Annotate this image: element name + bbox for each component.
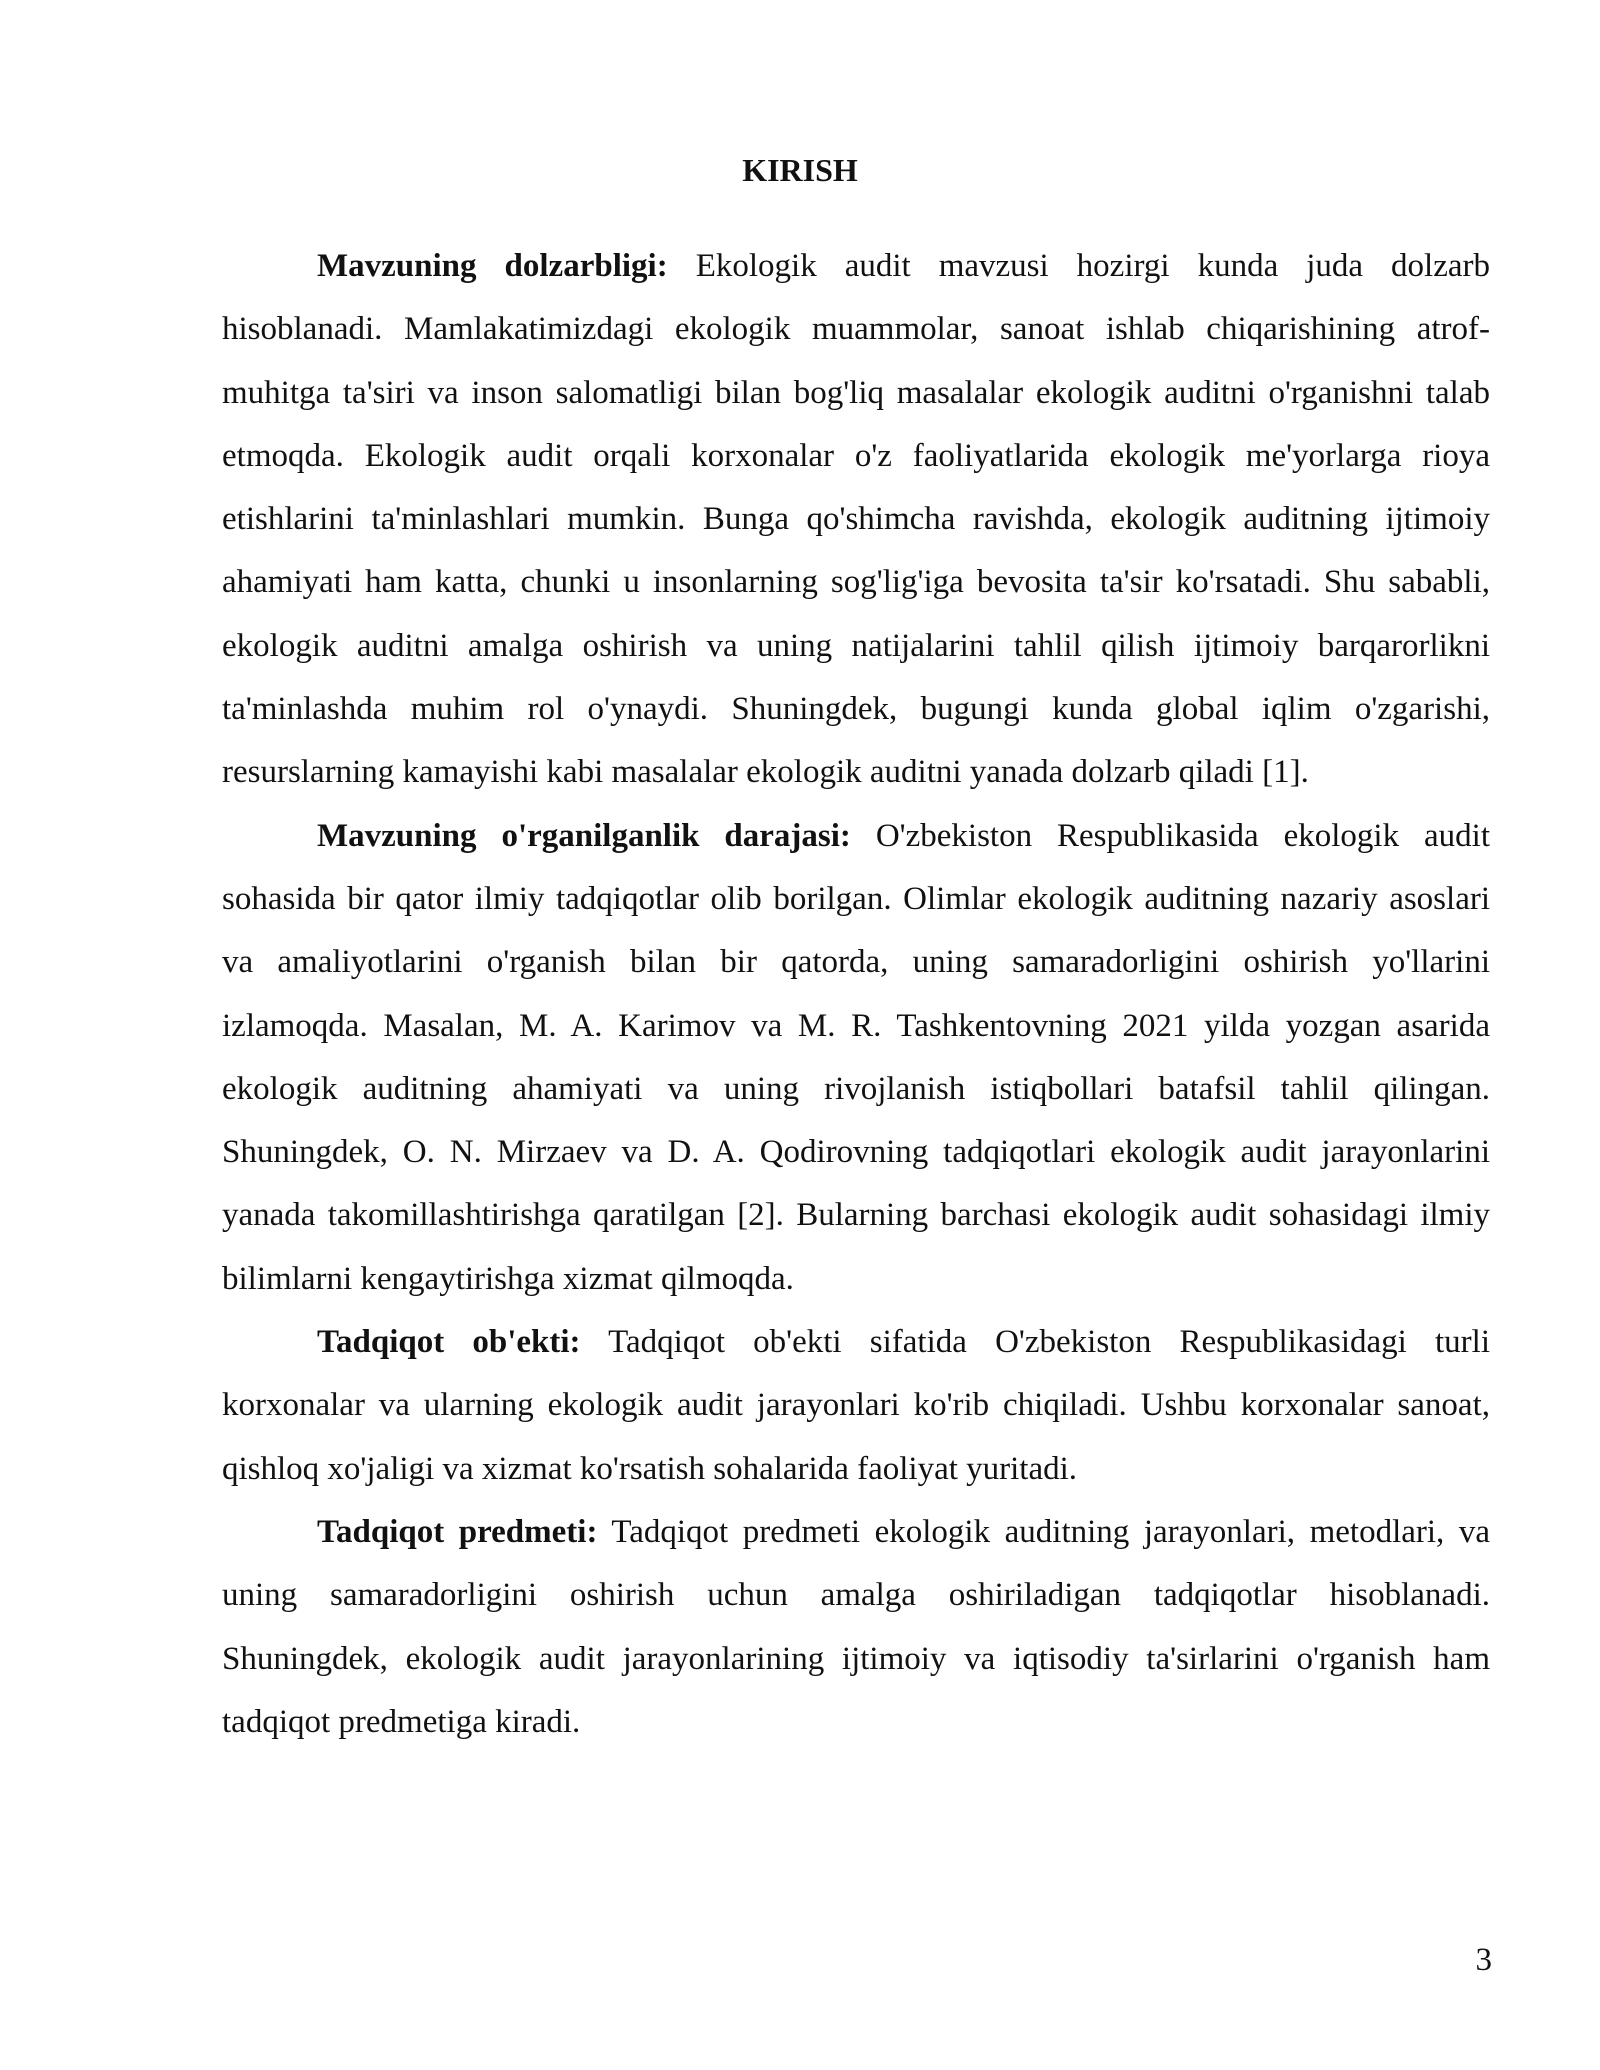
paragraph-lead: Mavzuning dolzarbligi: bbox=[317, 248, 668, 284]
paragraph-lead: Tadqiqot predmeti: bbox=[317, 1513, 598, 1550]
body-text bbox=[222, 235, 1490, 1754]
paragraph-lead: Mavzuning o'rganilganlik darajasi: bbox=[317, 817, 851, 854]
paragraph-relevance bbox=[222, 235, 1490, 805]
paragraph-text: Tadqiqot ob'ekti sifatida O'zbekiston Respublikasidagi turli korxonalar va ularning ekologik audit jarayonlari ko'rib chiqiladi. Ushbu korxonalar sanoat, qishloq xo'jaligi va xizmat ko'rsatish sohalarida faoliyat yuritadi. bbox=[222, 1324, 1491, 1487]
paragraph-text: O'zbekiston Respublikasida ekologik audit sohasida bir qator ilmiy tadqiqotlar olib borilgan. Olimlar ekologik auditning nazariy asoslari va amaliyotlarini o'rganish bilan bir qatorda, uning samaradorligini oshirish yo'llarini izlamoqda. Masalan, M. A. Karimov va M. R. Tashkentovning 2021 yilda yozgan asarida ekologik auditning ahamiyati va uning rivojlanish istiqbollari batafsil tahlil qilingan. Shuningdek, O. N. Mirzaev va D. A. Qodirovning tadqiqotlari ekologik audit jarayonlarini yanada takomillashtirishga qaratilgan [2]. Bularning barchasi ekologik audit sohasidagi ilmiy bilimlarni kengaytirishga xizmat qilmoqda. bbox=[222, 817, 1490, 1297]
paragraph-research-subject bbox=[222, 1501, 1490, 1754]
paragraph-text: Tadqiqot predmeti ekologik auditning jarayonlari, metodlari, va uning samaradorligini oshirish uchun amalga oshiriladigan tadqiqotlar hisoblanadi. Shuningdek, ekologik audit jarayonlarining ijtimoiy va iqtisodiy ta'sirlarini o'rganish ham tadqiqot predmetiga kiradi. bbox=[222, 1513, 1490, 1740]
section-title: KIRISH bbox=[742, 152, 858, 188]
paragraph-text: Ekologik audit mavzusi hozirgi kunda juda dolzarb hisoblanadi. Mamlakatimizdagi ekologik muammolar, sanoat ishlab chiqarishining atrof-muhitga ta'siri va inson salomatligi bilan bog'liq masalalar ekologik auditni o'rganishni talab etmoqda. Ekologik audit orqali korxonalar o'z faoliyatlarida ekologik me'yorlarga rioya etishlarini ta'minlashlari mumkin. Bunga qo'shimcha ravishda, ekologik auditning ijtimoiy ahamiyati ham katta, chunki u insonlarning sog'lig'iga bevosita ta'sir ko'rsatadi. Shu sababli, ekologik auditni amalga oshirish va uning natijalarini tahlil qilish ijtimoiy barqarorlikni ta'minlashda muhim rol o'ynaydi. Shuningdek, bugungi kunda global iqlim o'zgarishi, resurslarning kamayishi kabi masalalar ekologik auditni yanada dolzarb qiladi [1]. bbox=[222, 248, 1491, 791]
paragraph-study-level bbox=[222, 805, 1490, 1311]
paragraph-research-object bbox=[222, 1311, 1490, 1501]
paragraph-lead: Tadqiqot ob'ekti: bbox=[317, 1324, 581, 1361]
page-number: 3 bbox=[1475, 1942, 1492, 1978]
